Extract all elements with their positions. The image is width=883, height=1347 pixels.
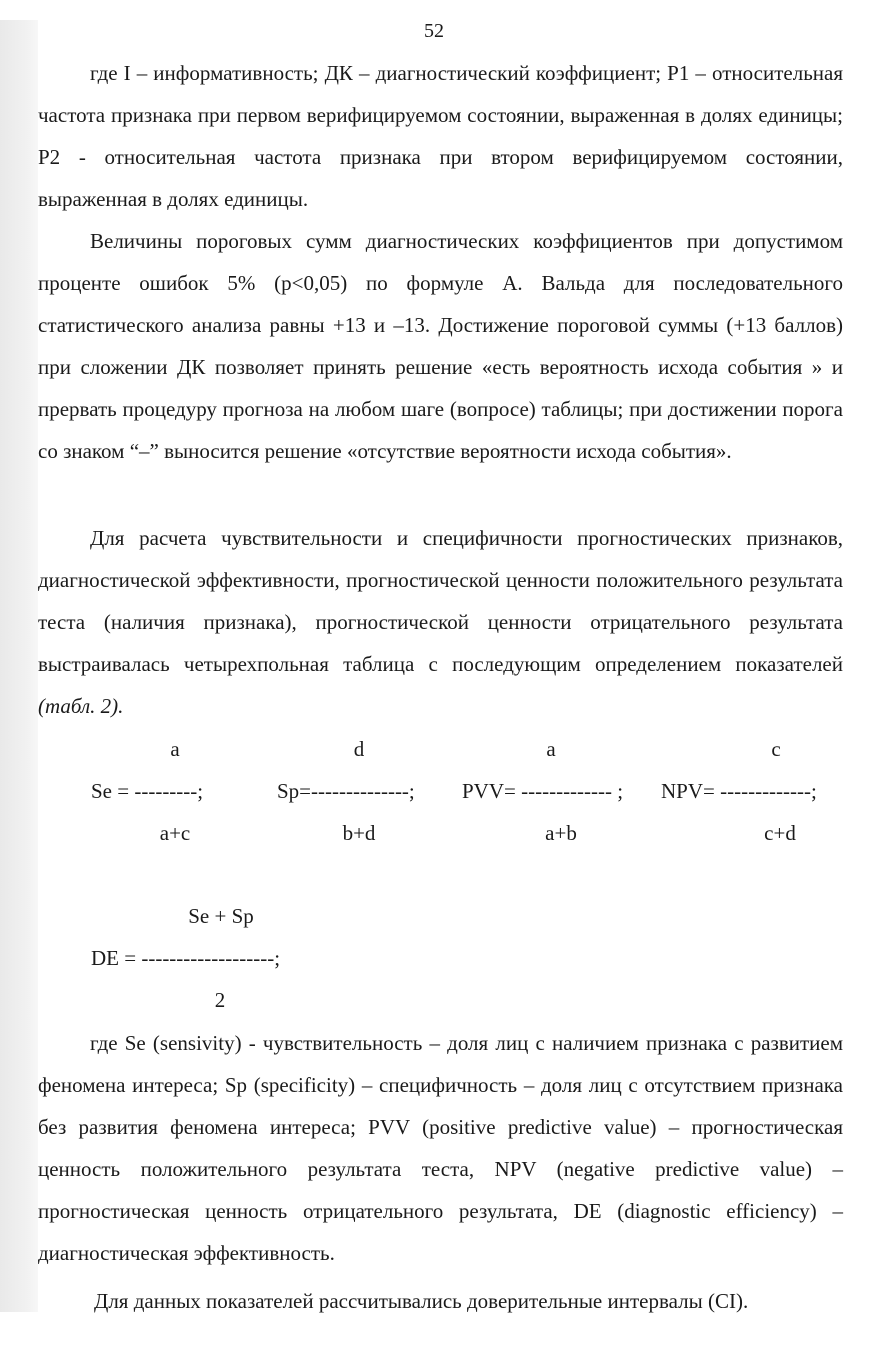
- table-reference: (табл. 2).: [38, 694, 124, 718]
- paragraph-metric-definitions: где Se (sensivity) - чувствительность – доля лиц с наличием признака с развитием феномена интереса; Sp (specificity) – специфичность – доля лиц с отсутствием признака без развития феномена интереса; PVV (positive predictive value) – прогностическая ценность положительного результата теста, NPV (negative predictive value) – прогностическая ценность отрицательного результата, DE (diagnostic efficiency) – диагностическая эффективность.: [38, 1031, 843, 1265]
- npv-formula: NPV= -------------;: [661, 779, 817, 803]
- sp-numerator: d: [353, 737, 365, 761]
- de-denominator: 2: [214, 988, 226, 1012]
- pvv-numerator: a: [546, 737, 556, 761]
- paragraph-four-field-table-text: Для расчета чувствительности и специфичности прогностических признаков, диагностической эффективности, прогностической ценности положительного результата теста (наличия признака), прогностической ценности отрицательного результата выстраивалась четырехпольная таблица с последующим определением показателей: [38, 526, 843, 676]
- sp-denominator: b+d: [342, 821, 376, 845]
- paragraph-confidence-intervals: Для данных показателей рассчитывались доверительные интервалы (CI).: [94, 1289, 749, 1313]
- paragraph-four-field-table: [38, 517, 843, 727]
- pvv-formula: PVV= ------------- ;: [462, 779, 624, 803]
- de-formula: DE = -------------------;: [91, 946, 281, 970]
- paragraph-definitions-information: где I – информативность; ДК – диагностический коэффициент; P1 – относительная частота признака при первом верифицируемом состоянии, выраженная в долях единицы; P2 - относительная частота признака при втором верифицируемом состоянии, выраженная в долях единицы.: [38, 61, 843, 211]
- se-denominator: a+c: [159, 821, 191, 845]
- de-numerator: Se + Sp: [188, 904, 254, 928]
- npv-numerator: c: [771, 737, 781, 761]
- page-number: 52: [424, 20, 444, 42]
- se-formula: Se = ---------;: [91, 779, 204, 803]
- npv-denominator: c+d: [764, 821, 796, 845]
- sp-formula: Sp=--------------;: [277, 779, 415, 803]
- paragraph-threshold-sums: Величины пороговых сумм диагностических коэффициентов при допустимом проценте ошибок 5% (p<0,05) по формуле А. Вальда для последовательного статистического анализа равны +13 и –13. Достижение пороговой суммы (+13 баллов) при сложении ДК позволяет принять решение «есть вероятность исхода события » и прервать процедуру прогноза на любом шаге (вопросе) таблицы; при достижении порога со знаком “–” выносится решение «отсутствие вероятности исхода события».: [38, 229, 843, 463]
- pvv-denominator: a+b: [545, 821, 577, 845]
- se-numerator: a: [170, 737, 180, 761]
- scan-shadow-edge: [0, 20, 38, 1312]
